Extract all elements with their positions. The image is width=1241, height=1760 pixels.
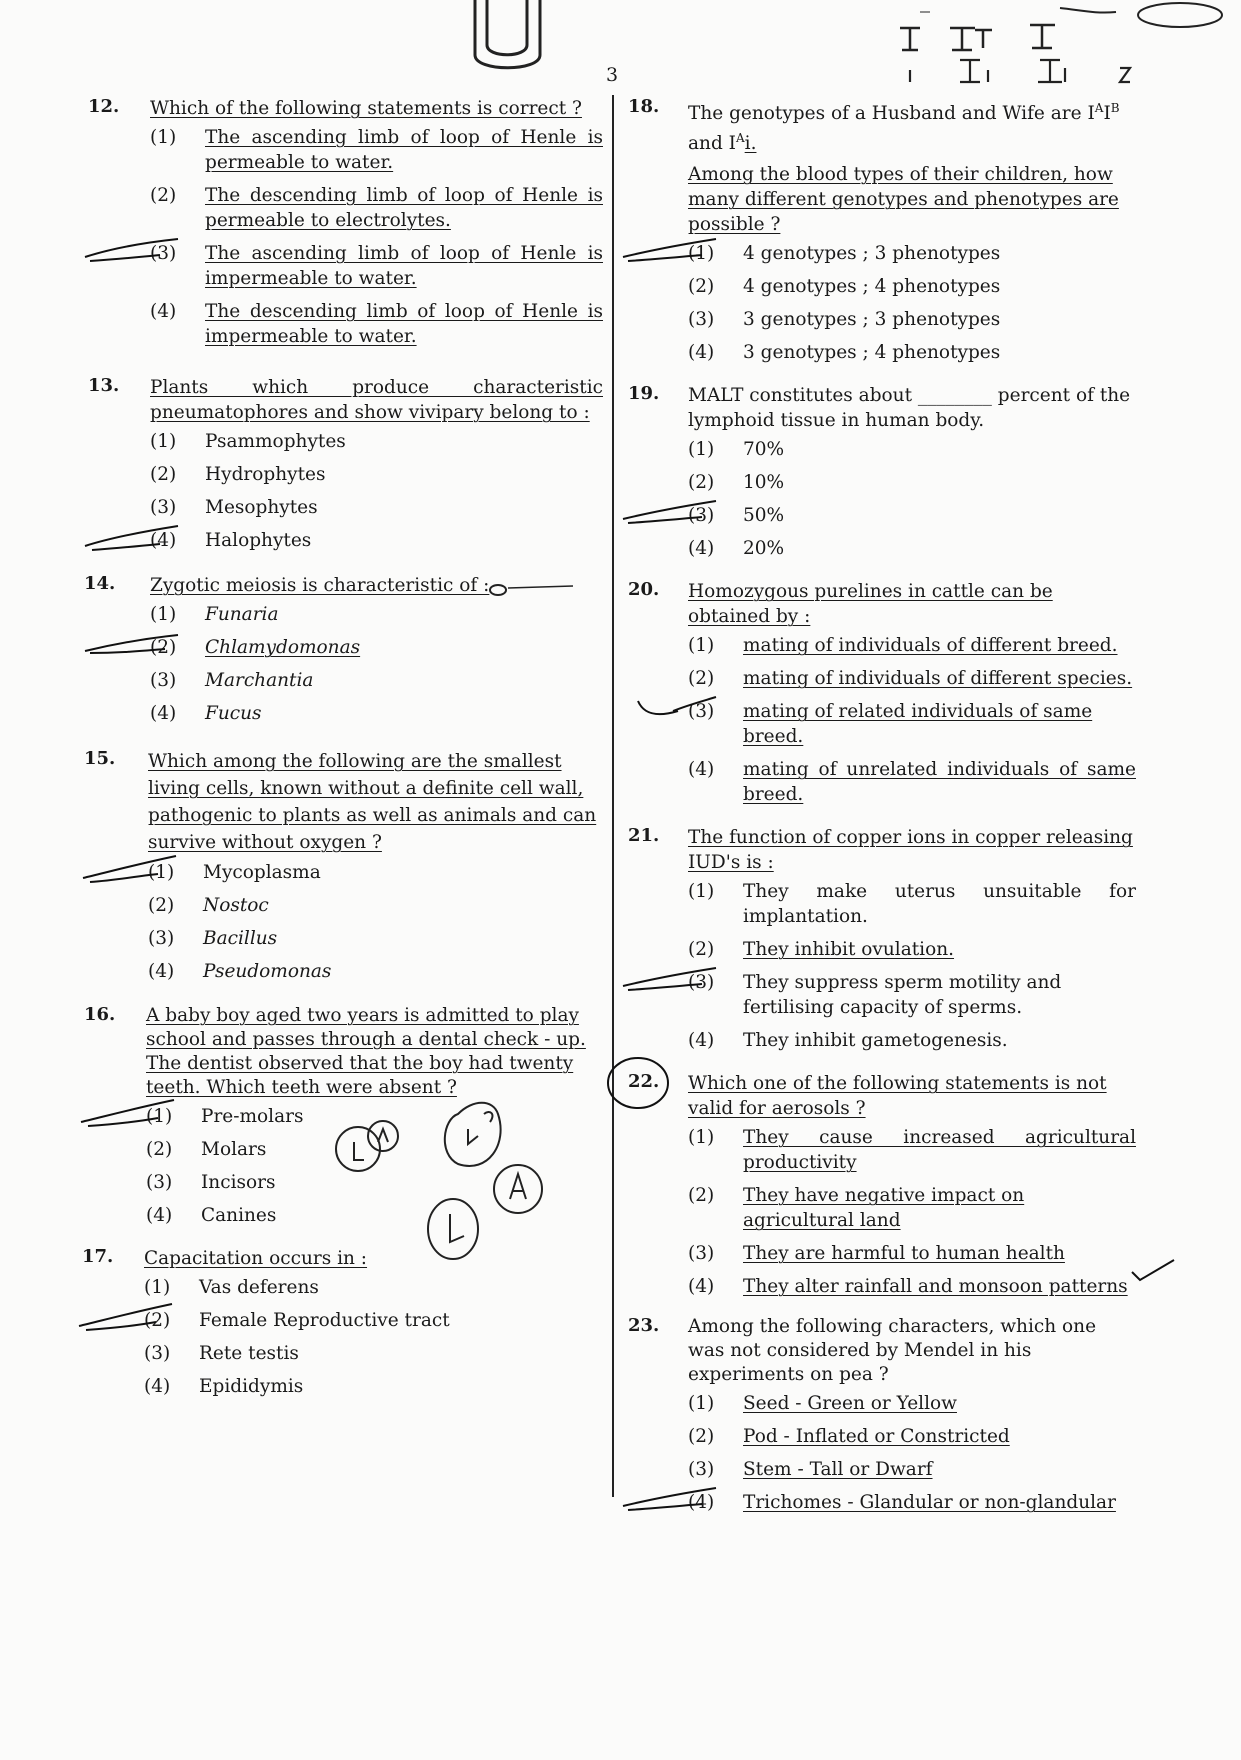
option-1[interactable]: (1) The ascending limb of loop of Henle is permeable to water.: [150, 127, 603, 173]
question-text: Homozygous purelines in cattle can be obtained by :: [688, 581, 1053, 628]
options-list: [146, 1104, 603, 1228]
option-4[interactable]: (4) 3 genotypes ; 4 phenotypes: [688, 342, 1001, 364]
question-number: 18.: [628, 96, 660, 117]
option-2[interactable]: (2) The descending limb of loop of Henle is permeable to electrolytes.: [150, 185, 603, 231]
option-3[interactable]: (3) mating of related individuals of same breed.: [688, 699, 1136, 749]
question-number: 13.: [88, 375, 120, 396]
option-3[interactable]: (3) The ascending limb of loop of Henle is impermeable to water.: [150, 241, 603, 291]
options-list: [144, 1275, 603, 1399]
question-text: Which among the following are the smallest living cells, known without a definite cell wall, pathogenic to plants as well as animals and can survive without oxygen ?: [148, 751, 597, 853]
option-4[interactable]: (4) The descending limb of loop of Henle is impermeable to water.: [150, 301, 603, 347]
question-number: 17.: [82, 1246, 114, 1267]
option-1[interactable]: (1) Seed - Green or Yellow: [688, 1393, 957, 1415]
question-text-2: Among the blood types of their children, how many different genotypes and phenotypes are possible ?: [688, 164, 1119, 236]
option-2[interactable]: (2) 4 genotypes ; 4 phenotypes: [688, 276, 1001, 298]
options-list: [688, 437, 1136, 561]
question-number: 16.: [84, 1004, 116, 1025]
option-4[interactable]: (4) Epididymis: [144, 1376, 304, 1397]
question-20: [626, 579, 1136, 807]
option-2[interactable]: (2) Chlamydomonas: [150, 635, 603, 660]
question-number: 23.: [628, 1315, 660, 1337]
option-1[interactable]: (1) They make uterus unsuitable for implantation.: [688, 881, 1136, 928]
option-3[interactable]: (3) 3 genotypes ; 3 phenotypes: [688, 309, 1001, 331]
option-4[interactable]: (4) mating of unrelated individuals of same breed.: [688, 759, 1136, 806]
question-text: The function of copper ions in copper releasing IUD's is :: [688, 827, 1133, 874]
option-1[interactable]: (1) Mycoplasma: [148, 860, 603, 885]
option-4[interactable]: (4) Trichomes - Glandular or non-glandular: [688, 1490, 1136, 1515]
question-text: Which of the following statements is correct ?: [150, 98, 582, 119]
question-number: 22.: [628, 1071, 660, 1093]
question-18: [626, 96, 1136, 365]
question-22: [626, 1071, 1136, 1299]
option-2[interactable]: (2) Pod - Inflated or Constricted: [688, 1426, 1010, 1448]
question-19: [626, 383, 1136, 561]
option-2[interactable]: (2) Hydrophytes: [150, 464, 326, 485]
question-text: Among the following characters, which one was not considered by Mendel in his experiments on pea ?: [688, 1316, 1097, 1386]
option-1[interactable]: (1) Funaria: [150, 604, 279, 625]
option-1[interactable]: (1) They cause increased agricultural productivity: [688, 1127, 1136, 1174]
option-1[interactable]: (1) Vas deferens: [144, 1277, 319, 1298]
column-divider: [612, 95, 614, 1497]
option-2[interactable]: (2) 10%: [688, 472, 785, 494]
question-number: 20.: [628, 579, 660, 601]
handwriting-top-right-icon: [880, 0, 1240, 95]
question-23: [626, 1315, 1136, 1515]
left-column: [82, 96, 603, 1413]
question-17: [82, 1246, 603, 1399]
option-4[interactable]: (4) 20%: [688, 538, 785, 560]
option-3[interactable]: (3) Stem - Tall or Dwarf: [688, 1459, 933, 1481]
option-3[interactable]: (3) They are harmful to human health: [688, 1243, 1065, 1265]
handwriting-top-box-icon: [465, 0, 555, 80]
question-number: 21.: [628, 825, 660, 847]
question-text: Plants which produce characteristic pneumatophores and show vivipary belong to :: [150, 377, 603, 423]
question-number: 15.: [84, 748, 116, 769]
option-2[interactable]: (2) Molars: [146, 1139, 267, 1160]
option-3[interactable]: (3) They suppress sperm motility and fertilising capacity of sperms.: [688, 970, 1136, 1020]
option-4[interactable]: (4) Pseudomonas: [148, 961, 332, 982]
option-4[interactable]: (4) They alter rainfall and monsoon patterns: [688, 1274, 1136, 1299]
option-3[interactable]: (3) Mesophytes: [150, 497, 318, 518]
option-4[interactable]: (4) Canines: [146, 1205, 277, 1226]
question-15: [84, 748, 603, 984]
question-number: 12.: [88, 96, 120, 117]
options-list: [148, 860, 603, 984]
option-1[interactable]: (1) Psammophytes: [150, 431, 346, 452]
question-number: 14.: [84, 573, 116, 594]
options-list: [688, 1125, 1136, 1299]
question-text: Capacitation occurs in :: [144, 1248, 368, 1269]
question-number: 19.: [628, 383, 660, 405]
option-2[interactable]: (2) They inhibit ovulation.: [688, 939, 955, 961]
options-list: [150, 602, 603, 726]
options-list: [688, 879, 1136, 1053]
option-1[interactable]: (1) mating of individuals of different breed.: [688, 635, 1118, 657]
question-text: Zygotic meiosis is characteristic of :: [150, 575, 490, 596]
options-list: [688, 1391, 1136, 1515]
options-list: [150, 125, 603, 349]
options-list: [688, 633, 1136, 807]
question-21: [626, 825, 1136, 1053]
option-3[interactable]: (3) 50%: [688, 503, 1136, 528]
option-2[interactable]: (2) They have negative impact on agricultural land: [688, 1185, 1025, 1232]
option-4[interactable]: (4) They inhibit gametogenesis.: [688, 1030, 1008, 1052]
right-column: [626, 96, 1136, 1529]
question-text: The genotypes of a Husband and Wife are $I^AI^B$ and $I^Ai$.: [688, 101, 1120, 155]
question-12: [88, 96, 603, 349]
option-2[interactable]: (2) Female Reproductive tract: [144, 1308, 603, 1333]
option-3[interactable]: (3) Rete testis: [144, 1343, 299, 1364]
page-number: 3: [606, 64, 619, 86]
option-3[interactable]: (3) Bacillus: [148, 928, 278, 949]
option-1[interactable]: (1) 4 genotypes ; 3 phenotypes: [688, 241, 1136, 266]
option-4[interactable]: (4) Halophytes: [150, 528, 603, 553]
question-16: [84, 1004, 603, 1228]
question-text: A baby boy aged two years is admitted to play school and passes through a dental check - up. The dentist observed that the boy had twenty teeth. Which teeth were absent ?: [146, 1005, 586, 1098]
options-list: [150, 429, 603, 553]
option-1[interactable]: (1) Pre-molars: [146, 1104, 603, 1129]
options-list: [688, 241, 1136, 365]
option-1[interactable]: (1) 70%: [688, 439, 785, 461]
option-3[interactable]: (3) Incisors: [146, 1172, 276, 1193]
option-2[interactable]: (2) Nostoc: [148, 895, 269, 916]
question-13: [88, 375, 603, 553]
option-4[interactable]: (4) Fucus: [150, 703, 262, 724]
question-text: Which one of the following statements is not valid for aerosols ?: [688, 1073, 1107, 1120]
option-3[interactable]: (3) Marchantia: [150, 670, 314, 691]
question-14: [84, 573, 603, 726]
question-text: MALT constitutes about ________ percent of the lymphoid tissue in human body.: [688, 385, 1131, 432]
option-2[interactable]: (2) mating of individuals of different species.: [688, 668, 1133, 690]
